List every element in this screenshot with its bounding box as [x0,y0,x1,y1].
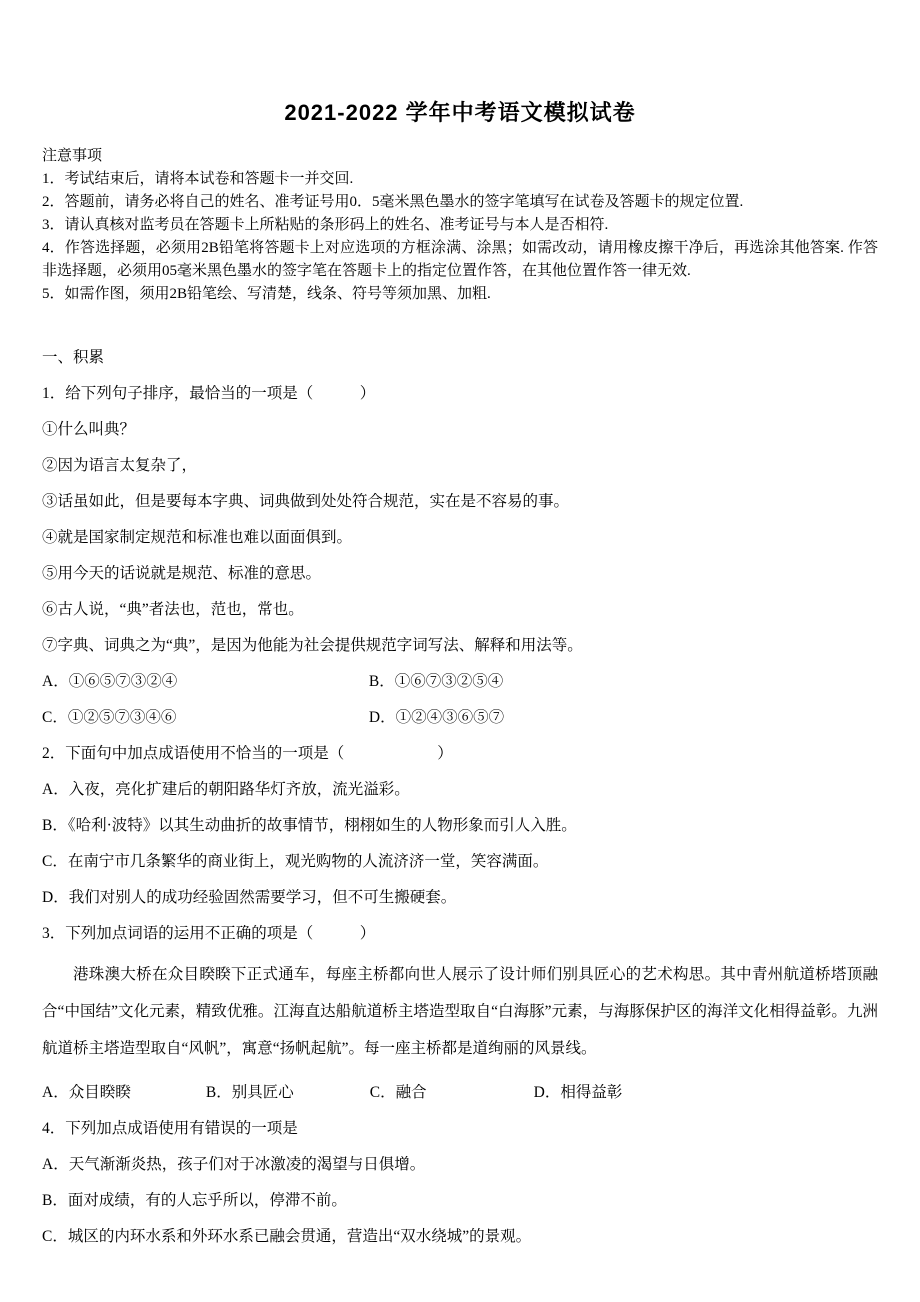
q4-option-a: A．天气渐渐炎热，孩子们对于冰激凌的渴望与日俱增。 [42,1156,426,1173]
notice-item-1: 1．考试结束后，请将本试卷和答题卡一并交回. [42,171,354,187]
q3-passage: 港珠澳大桥在众目睽睽下正式通车，每座主桥都向世人展示了设计师们别具匠心的艺术构思。其中青州航道桥塔顶融合“中国结”文化元素，精致优雅。江海直达船航道桥主塔造型取自“白海豚”元素，与海豚保护区的海洋文化相得益彰。九洲航道桥主塔造型取自“风帆”，寓意“扬帆起航”。每一座主桥都是道绚丽的风景线。 [42,966,878,1057]
q2-stem: 2．下面句中加点成语使用不恰当的一项是（ ） [42,745,453,762]
notice-item-5: 5．如需作图，须用2B铅笔绘、写清楚，线条、符号等须加黑、加粗. [42,286,491,302]
paper-title: 2021-2022 学年中考语文模拟试卷 [284,100,636,125]
q1-sentence-4: ④就是国家制定规范和标准也难以面面俱到。 [42,529,353,546]
q2-option-c: C．在南宁市几条繁华的商业街上，观光购物的人流济济一堂，笑容满面。 [42,853,549,870]
q1-option-b: B．①⑥⑦③②⑤④ [368,673,504,690]
q4-option-b: B．面对成绩，有的人忘乎所以，停滞不前。 [42,1192,347,1209]
q1-sentence-2: ②因为语言太复杂了， [42,457,198,474]
section-accumulation [42,348,878,1247]
q1-sentence-6: ⑥古人说，“典”者法也，范也，常也。 [42,601,304,618]
q1-sentence-1: ①什么叫典？ [42,421,136,438]
q3-option-d: D．相得益彰 [533,1084,623,1101]
q3-option-c: C．融合 [369,1084,427,1101]
q4-stem: 4．下列加点成语使用有错误的一项是 [42,1120,298,1137]
q1-option-a: A．①⑥⑤⑦③②④ [42,673,178,690]
q1-options-row-2 [42,708,878,728]
q4-option-c: C．城区的内环水系和外环水系已融会贯通，营造出“双水绕城”的景观。 [42,1228,532,1245]
notice-item-2: 2．答题前，请务必将自己的姓名、准考证号用0．5毫米黑色墨水的签字笔填写在试卷及答题卡的规定位置. [42,194,744,210]
q1-sentence-5: ⑤用今天的话说就是规范、标准的意思。 [42,565,322,582]
q3-options-row [42,1083,878,1103]
q1-stem: 1．给下列句子排序，最恰当的一项是（ ） [42,385,376,402]
q1-option-d: D．①②④③⑥⑤⑦ [368,709,505,726]
q1-option-c: C．①②⑤⑦③④⑥ [42,709,177,726]
q2-option-d: D．我们对别人的成功经验固然需要学习，但不可生搬硬套。 [42,889,457,906]
q3-stem: 3．下列加点词语的运用不正确的项是（ ） [42,925,376,942]
section-heading: 一、积累 [42,349,105,366]
q3-option-a: A．众目睽睽 [42,1084,131,1101]
notice-heading: 注意事项 [42,148,103,164]
notice-section [42,145,878,306]
notice-item-3: 3．请认真核对监考员在答题卡上所粘贴的条形码上的姓名、准考证号与本人是否相符. [42,217,609,233]
q1-options-row-1 [42,672,878,692]
q2-option-b: B．《哈利·波特》以其生动曲折的故事情节，栩栩如生的人物形象而引人入胜。 [42,817,577,834]
q1-sentence-3: ③话虽如此，但是要每本字典、词典做到处处符合规范，实在是不容易的事。 [42,493,570,510]
q2-option-a: A．入夜，亮化扩建后的朝阳路华灯齐放，流光溢彩。 [42,781,410,798]
q1-sentence-7: ⑦字典、词典之为“典”，是因为他能为社会提供规范字词写法、解释和用法等。 [42,637,583,654]
q3-option-b: B．别具匠心 [205,1084,294,1101]
notice-item-4: 4．作答选择题，必须用2B铅笔将答题卡上对应选项的方框涂满、涂黑；如需改动，请用橡皮擦干净后，再选涂其他答案. 作答非选择题，必须用05毫米黑色墨水的签字笔在答题卡上的指定位置作答，在其他位置作答一律无效. [42,240,878,279]
